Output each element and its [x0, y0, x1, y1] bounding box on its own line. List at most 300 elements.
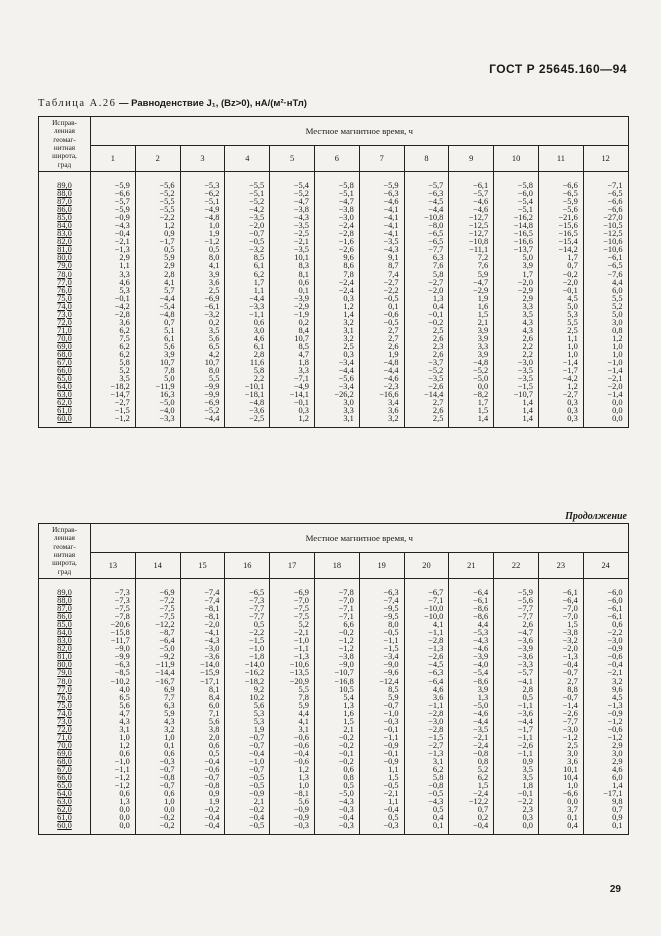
- value-cell: −15,8: [91, 629, 136, 637]
- value-cell: 10,5: [314, 686, 359, 694]
- value-cell: −3,5: [270, 246, 315, 254]
- value-cell: 5,9: [135, 710, 180, 718]
- value-cell: 1,1: [91, 262, 136, 270]
- value-cell: −4,1: [359, 206, 404, 214]
- value-cell: −14,0: [225, 661, 270, 669]
- value-cell: −0,3: [270, 822, 315, 830]
- value-cell: −5,6: [538, 206, 583, 214]
- value-cell: −3,0: [538, 726, 583, 734]
- value-cell: −7,7: [225, 605, 270, 613]
- value-cell: 5,6: [180, 718, 225, 726]
- value-cell: 2,6: [494, 335, 539, 343]
- value-cell: −4,2: [91, 303, 136, 311]
- value-cell: 0,6: [270, 279, 315, 287]
- value-cell: −2,8: [404, 710, 449, 718]
- value-cell: 3,9: [135, 351, 180, 359]
- value-cell: −8,2: [449, 391, 494, 399]
- value-cell: −26,2: [314, 391, 359, 399]
- value-cell: 0,6: [225, 319, 270, 327]
- value-cell: −5,2: [270, 190, 315, 198]
- value-cell: −10,7: [494, 391, 539, 399]
- value-cell: 3,9: [180, 271, 225, 279]
- value-cell: −0,6: [270, 742, 315, 750]
- value-cell: 1,0: [270, 782, 315, 790]
- value-cell: 5,6: [135, 343, 180, 351]
- value-cell: 3,0: [225, 327, 270, 335]
- value-cell: −8,5: [91, 669, 136, 677]
- value-cell: −3,6: [180, 653, 225, 661]
- table-row: [39, 637, 629, 645]
- value-cell: 9,2: [225, 686, 270, 694]
- value-cell: −4,8: [135, 311, 180, 319]
- value-cell: 8,0: [180, 367, 225, 375]
- value-cell: 2,5: [538, 742, 583, 750]
- hour-header-row: [39, 553, 629, 579]
- value-cell: −0,2: [314, 629, 359, 637]
- latitude-cell: 65,0: [39, 375, 91, 383]
- value-cell: 1,7: [538, 254, 583, 262]
- value-cell: −16,8: [314, 678, 359, 686]
- value-cell: 2,3: [494, 806, 539, 814]
- value-cell: 0,7: [583, 806, 628, 814]
- value-cell: 0,6: [135, 790, 180, 798]
- value-cell: −4,4: [180, 415, 225, 423]
- table-row: [39, 375, 629, 383]
- value-cell: −2,2: [494, 798, 539, 806]
- value-cell: −1,4: [538, 702, 583, 710]
- value-cell: 8,5: [359, 686, 404, 694]
- value-cell: 9,6: [583, 686, 628, 694]
- value-cell: 3,9: [494, 262, 539, 270]
- value-cell: 1,9: [449, 295, 494, 303]
- value-cell: −16,5: [538, 230, 583, 238]
- value-cell: −1,2: [314, 637, 359, 645]
- value-cell: −7,8: [314, 589, 359, 597]
- value-cell: −16,6: [359, 391, 404, 399]
- value-cell: −5,5: [135, 198, 180, 206]
- page-number: 29: [609, 884, 621, 895]
- hour-header: 3: [180, 146, 225, 172]
- value-cell: 1,9: [180, 798, 225, 806]
- value-cell: −0,3: [359, 718, 404, 726]
- value-cell: −0,5: [225, 782, 270, 790]
- value-cell: −5,2: [225, 198, 270, 206]
- value-cell: −12,5: [583, 230, 628, 238]
- latitude-cell: 82,0: [39, 645, 91, 653]
- value-cell: −8,1: [270, 790, 315, 798]
- value-cell: 4,6: [404, 686, 449, 694]
- value-cell: 4,1: [180, 262, 225, 270]
- value-cell: 2,6: [404, 351, 449, 359]
- value-cell: 4,3: [494, 319, 539, 327]
- end-cell: [449, 830, 494, 835]
- value-cell: −1,4: [583, 367, 628, 375]
- value-cell: −4,6: [449, 206, 494, 214]
- value-cell: 1,0: [583, 351, 628, 359]
- hour-header: 19: [359, 553, 404, 579]
- value-cell: −14,1: [270, 391, 315, 399]
- value-cell: 1,2: [314, 303, 359, 311]
- value-cell: 1,2: [270, 415, 315, 423]
- value-cell: 5,6: [225, 702, 270, 710]
- latitude-column-header: [39, 117, 91, 172]
- latitude-cell: 71,0: [39, 734, 91, 742]
- value-cell: −7,1: [314, 605, 359, 613]
- value-cell: −0,6: [270, 758, 315, 766]
- latitude-cell: 88,0: [39, 597, 91, 605]
- latitude-cell: 70,0: [39, 742, 91, 750]
- value-cell: −0,1: [359, 726, 404, 734]
- value-cell: −3,9: [449, 653, 494, 661]
- end-cell: [404, 830, 449, 835]
- table-row: [39, 678, 629, 686]
- value-cell: −14,4: [135, 669, 180, 677]
- value-cell: −5,6: [314, 375, 359, 383]
- value-cell: −0,5: [225, 774, 270, 782]
- value-cell: −15,4: [538, 238, 583, 246]
- value-cell: −8,1: [180, 605, 225, 613]
- value-cell: 9,8: [583, 798, 628, 806]
- table-row: [39, 758, 629, 766]
- value-cell: −4,6: [359, 375, 404, 383]
- value-cell: 2,6: [404, 407, 449, 415]
- value-cell: −3,0: [494, 359, 539, 367]
- spacer-cell: [583, 172, 628, 183]
- spacer-cell: [270, 172, 315, 183]
- value-cell: 6,3: [135, 702, 180, 710]
- value-cell: 1,2: [583, 335, 628, 343]
- hour-header: 10: [494, 146, 539, 172]
- value-cell: 0,4: [404, 303, 449, 311]
- hour-header: 20: [404, 553, 449, 579]
- value-cell: −0,4: [180, 758, 225, 766]
- latitude-cell: 63,0: [39, 391, 91, 399]
- value-cell: −4,4: [225, 295, 270, 303]
- value-cell: −2,4: [449, 742, 494, 750]
- value-cell: −0,4: [359, 806, 404, 814]
- value-cell: −5,2: [135, 190, 180, 198]
- value-cell: 0,6: [135, 750, 180, 758]
- value-cell: −3,5: [225, 214, 270, 222]
- caption-label: Таблица А.26: [38, 98, 117, 109]
- value-cell: 4,5: [538, 295, 583, 303]
- value-cell: −3,6: [494, 653, 539, 661]
- latitude-header-line: нитная: [53, 144, 76, 152]
- hour-header-row: [39, 146, 629, 172]
- value-cell: 0,3: [538, 415, 583, 423]
- value-cell: 0,9: [135, 230, 180, 238]
- value-cell: 1,3: [91, 798, 136, 806]
- value-cell: −5,2: [449, 367, 494, 375]
- value-cell: −0,6: [583, 726, 628, 734]
- value-cell: −6,6: [583, 198, 628, 206]
- value-cell: 2,6: [404, 335, 449, 343]
- end-cell: [225, 423, 270, 428]
- latitude-cell: 85,0: [39, 621, 91, 629]
- value-cell: −6,6: [583, 206, 628, 214]
- value-cell: 1,4: [494, 415, 539, 423]
- value-cell: −1,0: [359, 710, 404, 718]
- spacer-cell: [359, 579, 404, 590]
- value-cell: −10,0: [404, 605, 449, 613]
- spacer-cell: [91, 172, 136, 183]
- table-row: [39, 750, 629, 758]
- table-row: [39, 303, 629, 311]
- value-cell: 5,5: [180, 375, 225, 383]
- value-cell: −3,5: [494, 375, 539, 383]
- value-cell: 0,5: [180, 246, 225, 254]
- end-cell: [39, 423, 91, 428]
- value-cell: −6,9: [180, 295, 225, 303]
- value-cell: 4,1: [404, 621, 449, 629]
- value-cell: 0,5: [135, 246, 180, 254]
- value-cell: 0,5: [359, 814, 404, 822]
- table-row: [39, 238, 629, 246]
- value-cell: −14,4: [404, 391, 449, 399]
- end-cell: [135, 423, 180, 428]
- latitude-cell: 64,0: [39, 383, 91, 391]
- value-cell: 2,0: [180, 734, 225, 742]
- value-cell: −12,2: [135, 621, 180, 629]
- value-cell: −5,7: [404, 182, 449, 190]
- latitude-cell: 68,0: [39, 351, 91, 359]
- value-cell: 1,6: [314, 710, 359, 718]
- value-cell: −9,0: [359, 661, 404, 669]
- value-cell: −0,3: [314, 806, 359, 814]
- hour-header: 18: [314, 553, 359, 579]
- value-cell: −4,2: [538, 375, 583, 383]
- value-cell: 0,1: [359, 303, 404, 311]
- value-cell: 1,0: [135, 798, 180, 806]
- value-cell: −2,2: [135, 214, 180, 222]
- latitude-cell: 75,0: [39, 702, 91, 710]
- value-cell: −0,4: [538, 661, 583, 669]
- value-cell: 1,5: [449, 782, 494, 790]
- value-cell: −1,1: [494, 734, 539, 742]
- value-cell: 6,0: [583, 774, 628, 782]
- latitude-cell: 82,0: [39, 238, 91, 246]
- latitude-cell: 62,0: [39, 806, 91, 814]
- table-row: [39, 653, 629, 661]
- value-cell: −2,0: [538, 645, 583, 653]
- value-cell: −1,2: [583, 734, 628, 742]
- value-cell: −5,9: [91, 182, 136, 190]
- table-row: [39, 399, 629, 407]
- value-cell: −5,6: [135, 182, 180, 190]
- value-cell: −1,0: [225, 758, 270, 766]
- value-cell: 0,6: [314, 766, 359, 774]
- value-cell: −16,5: [494, 230, 539, 238]
- value-cell: −6,9: [180, 399, 225, 407]
- value-cell: −7,4: [180, 597, 225, 605]
- latitude-header-line: широта,: [52, 559, 77, 568]
- spacer-cell: [538, 579, 583, 590]
- value-cell: −14,0: [180, 661, 225, 669]
- value-cell: −1,3: [91, 246, 136, 254]
- value-cell: −9,0: [314, 661, 359, 669]
- hour-header: 4: [225, 146, 270, 172]
- value-cell: −1,5: [225, 637, 270, 645]
- value-cell: −4,1: [359, 222, 404, 230]
- value-cell: −12,4: [359, 678, 404, 686]
- value-cell: −3,8: [314, 653, 359, 661]
- value-cell: −0,2: [314, 742, 359, 750]
- value-cell: 1,5: [449, 311, 494, 319]
- value-cell: −11,7: [91, 637, 136, 645]
- value-cell: −11,1: [449, 246, 494, 254]
- value-cell: −2,1: [583, 669, 628, 677]
- value-cell: 0,1: [538, 814, 583, 822]
- value-cell: 1,2: [91, 742, 136, 750]
- value-cell: −2,3: [359, 383, 404, 391]
- value-cell: −1,1: [404, 702, 449, 710]
- value-cell: −7,4: [180, 589, 225, 597]
- value-cell: 3,5: [494, 311, 539, 319]
- value-cell: 0,4: [538, 822, 583, 830]
- value-cell: 8,7: [359, 262, 404, 270]
- spacer-cell: [91, 579, 136, 590]
- value-cell: −1,5: [359, 645, 404, 653]
- latitude-header-line: геомаг-: [53, 135, 76, 144]
- value-cell: 5,9: [449, 271, 494, 279]
- value-cell: 5,8: [225, 367, 270, 375]
- value-cell: −2,0: [225, 222, 270, 230]
- value-cell: −4,4: [314, 367, 359, 375]
- value-cell: −27,0: [583, 214, 628, 222]
- table-row: [39, 279, 629, 287]
- value-cell: −5,0: [135, 399, 180, 407]
- table-row: [39, 206, 629, 214]
- latitude-cell: 87,0: [39, 605, 91, 613]
- value-cell: 1,8: [270, 359, 315, 367]
- value-cell: −6,4: [538, 597, 583, 605]
- value-cell: −1,3: [583, 702, 628, 710]
- value-cell: −14,2: [538, 246, 583, 254]
- table-row: [39, 367, 629, 375]
- value-cell: −20,9: [270, 678, 315, 686]
- value-cell: −4,1: [359, 230, 404, 238]
- value-cell: −17,1: [583, 790, 628, 798]
- table-row: [39, 182, 629, 190]
- value-cell: 0,0: [583, 399, 628, 407]
- value-cell: 1,2: [135, 222, 180, 230]
- value-cell: −3,0: [314, 214, 359, 222]
- value-cell: −2,7: [538, 391, 583, 399]
- latitude-header-line: нитная: [53, 551, 76, 559]
- value-cell: −2,1: [270, 629, 315, 637]
- table-row: [39, 311, 629, 319]
- value-cell: −3,0: [583, 637, 628, 645]
- value-cell: 0,8: [314, 774, 359, 782]
- value-cell: −5,9: [494, 589, 539, 597]
- table-row: [39, 798, 629, 806]
- value-cell: 2,7: [359, 327, 404, 335]
- latitude-cell: 86,0: [39, 206, 91, 214]
- value-cell: −2,5: [225, 415, 270, 423]
- value-cell: −3,9: [494, 645, 539, 653]
- value-cell: 8,4: [270, 327, 315, 335]
- value-cell: 0,0: [538, 798, 583, 806]
- value-cell: −7,2: [135, 597, 180, 605]
- value-cell: 5,2: [583, 303, 628, 311]
- value-cell: −12,7: [449, 214, 494, 222]
- table-row: [39, 415, 629, 423]
- value-cell: 0,0: [91, 822, 136, 830]
- value-cell: −2,1: [359, 790, 404, 798]
- table-body: [39, 579, 629, 835]
- latitude-cell: 86,0: [39, 613, 91, 621]
- value-cell: −5,3: [180, 182, 225, 190]
- value-cell: 1,4: [314, 311, 359, 319]
- value-cell: −15,6: [538, 222, 583, 230]
- value-cell: −6,6: [538, 182, 583, 190]
- value-cell: −3,5: [270, 222, 315, 230]
- hours-title: Местное магнитное время, ч: [91, 524, 629, 553]
- value-cell: −1,1: [270, 645, 315, 653]
- end-cell: [314, 423, 359, 428]
- table-row: [39, 694, 629, 702]
- spacer-cell: [538, 172, 583, 183]
- value-cell: −2,0: [494, 279, 539, 287]
- value-cell: 3,0: [583, 750, 628, 758]
- value-cell: −5,8: [314, 182, 359, 190]
- value-cell: −6,1: [583, 254, 628, 262]
- value-cell: 6,2: [404, 766, 449, 774]
- value-cell: −0,9: [359, 742, 404, 750]
- value-cell: −3,4: [359, 653, 404, 661]
- hour-header: 15: [180, 553, 225, 579]
- value-cell: 6,0: [180, 702, 225, 710]
- value-cell: −1,1: [494, 702, 539, 710]
- value-cell: 0,6: [180, 742, 225, 750]
- value-cell: −7,5: [270, 605, 315, 613]
- latitude-cell: 76,0: [39, 287, 91, 295]
- value-cell: 0,7: [135, 319, 180, 327]
- value-cell: −10,5: [583, 222, 628, 230]
- value-cell: 10,4: [538, 774, 583, 782]
- value-cell: −5,0: [449, 375, 494, 383]
- value-cell: −5,0: [314, 790, 359, 798]
- latitude-cell: 84,0: [39, 629, 91, 637]
- latitude-header-line: град: [57, 160, 72, 169]
- value-cell: −0,7: [135, 782, 180, 790]
- value-cell: 3,3: [314, 407, 359, 415]
- value-cell: 0,3: [314, 351, 359, 359]
- value-cell: 7,6: [404, 262, 449, 270]
- value-cell: −1,1: [359, 637, 404, 645]
- value-cell: −0,7: [359, 702, 404, 710]
- value-cell: −5,1: [225, 190, 270, 198]
- spacer-cell: [39, 172, 91, 183]
- value-cell: −10,8: [449, 238, 494, 246]
- value-cell: 1,6: [449, 303, 494, 311]
- end-cell: [180, 830, 225, 835]
- end-cell: [314, 830, 359, 835]
- value-cell: −7,1: [270, 375, 315, 383]
- value-cell: −4,5: [404, 661, 449, 669]
- value-cell: 3,7: [538, 806, 583, 814]
- value-cell: 2,1: [314, 726, 359, 734]
- value-cell: −18,2: [91, 383, 136, 391]
- latitude-header-line: Исправ-: [52, 118, 77, 127]
- value-cell: −14,8: [494, 222, 539, 230]
- value-cell: 10,7: [135, 359, 180, 367]
- latitude-cell: 89,0: [39, 589, 91, 597]
- value-cell: 2,9: [583, 758, 628, 766]
- value-cell: 1,9: [180, 230, 225, 238]
- value-cell: −4,3: [359, 246, 404, 254]
- value-cell: 0,7: [449, 806, 494, 814]
